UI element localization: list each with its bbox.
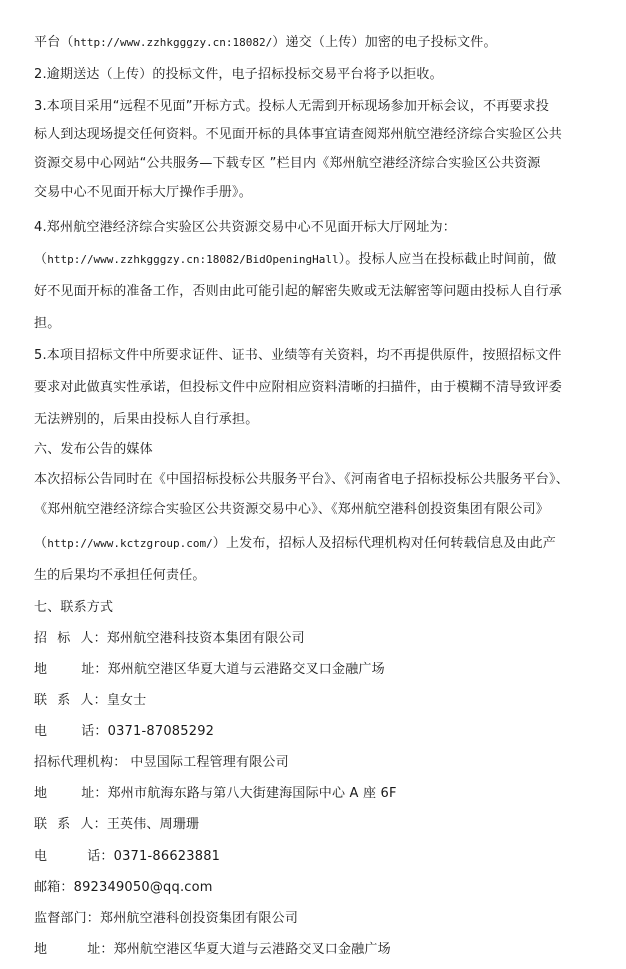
contact-phone-1: [34, 720, 214, 739]
contact-person-value: 王英伟、周珊珊: [106, 817, 200, 832]
label-char: 招: [34, 631, 48, 646]
section-heading-media: 六、发布公告的媒体: [34, 442, 153, 457]
contact-email: [34, 876, 213, 895]
label-char: 联: [34, 817, 48, 832]
text-fragment: ）。投标人应当在投标截止时间前，做: [338, 252, 557, 267]
label-char: 地: [34, 786, 48, 801]
label-char: 地: [34, 662, 48, 677]
supervisor-label: 监督部门：: [34, 911, 101, 926]
text-fragment: ）上发布，招标人及招标代理机构对任何转载信息及由此产: [212, 536, 556, 551]
label-char: 址：: [87, 942, 114, 957]
text-fragment: 平台（: [34, 35, 74, 50]
label-char: 址：: [81, 786, 108, 801]
label-char: 话：: [87, 849, 114, 864]
contact-address-1: [34, 658, 385, 677]
item-2: 2.逾期送达（上传）的投标文件，电子招标投标交易平台将予以拒收。: [34, 67, 443, 82]
label-char: 系: [57, 693, 71, 708]
section-heading-contacts: 七、联系方式: [34, 600, 114, 615]
address-value: 郑州航空港区华夏大道与云港路交叉口金融广场: [113, 942, 391, 957]
phone-value: 0371-86623881: [113, 849, 221, 864]
label-char: 人：: [80, 817, 107, 832]
address-value: 郑州航空港区华夏大道与云港路交叉口金融广场: [107, 662, 385, 677]
item-3-line-1: 3.本项目采用“远程不见面”开标方式。投标人无需到开标现场参加开标会议，不再要求投: [34, 99, 550, 114]
item-3-line-4: 交易中心不见面开标大厅操作手册》。: [34, 185, 252, 200]
group-website-url: http://www.kctzgroup.com/: [47, 537, 213, 550]
text-fragment: （: [34, 536, 48, 551]
contact-person-value: 皇女士: [106, 693, 147, 708]
email-label: 邮箱：: [34, 880, 74, 895]
label-char: 电: [34, 849, 48, 864]
contact-address-3: [34, 938, 391, 957]
agency-value: 中昱国际工程管理有限公司: [130, 755, 289, 770]
item-3-line-3: 资源交易中心网站“公共服务—下载专区 ”栏目内《郑州航空港经济综合实验区公共资源: [34, 156, 541, 171]
contact-tenderer: [34, 627, 305, 646]
label-char: 联: [34, 693, 48, 708]
label-char: 系: [57, 817, 71, 832]
label-char: 话：: [81, 724, 108, 739]
item-4-line-2: [34, 248, 557, 267]
label-char: 人：: [80, 693, 107, 708]
phone-value: 0371-87085292: [107, 724, 215, 739]
contact-person-2: [34, 813, 199, 832]
email-value: 892349050@qq.com: [73, 880, 213, 895]
item-5-line-3: 无法辨别的，后果由投标人自行承担。: [34, 412, 259, 427]
item-4-line-4: 担。: [34, 316, 61, 331]
address-value: 郑州市航海东路与第八大街建海国际中心 A 座 6F: [107, 786, 397, 801]
item-3-line-2: 标人到达现场提交任何资料。不见面开标的具体事宜请查阅郑州航空港经济综合实验区公共: [34, 127, 563, 142]
contact-address-2: [34, 782, 397, 801]
bid-opening-hall-url: http://www.zzhkgggzy.cn:18082/BidOpeningHall: [47, 253, 339, 266]
text-fragment: ）递交（上传）加密的电子投标文件。: [272, 35, 497, 50]
contact-agency: [34, 751, 289, 770]
agency-label: 招标代理机构：: [34, 755, 127, 770]
contact-phone-2: [34, 845, 220, 864]
item-5-line-2: 要求对此做真实性承诺，但投标文件中应附相应资料清晰的扫描件，由于模糊不清导致评委: [34, 380, 563, 395]
label-char: 标: [57, 631, 71, 646]
media-line-3: [34, 532, 556, 551]
label-char: 址：: [81, 662, 108, 677]
label-char: 电: [34, 724, 48, 739]
tenderer-name: 郑州航空港科技资本集团有限公司: [106, 631, 305, 646]
supervisor-value: 郑州航空港科创投资集团有限公司: [100, 911, 299, 926]
media-line-4: 生的后果均不承担任何责任。: [34, 568, 206, 583]
contact-supervisor: [34, 907, 298, 926]
item-4-line-3: 好不见面开标的准备工作，否则由此可能引起的解密失败或无法解密等问题由投标人自行承: [34, 284, 563, 299]
media-line-1: 本次招标公告同时在《中国招标投标公共服务平台》、《河南省电子招标投标公共服务平台》、: [34, 472, 569, 487]
label-char: 人：: [80, 631, 107, 646]
text-fragment: （: [34, 252, 48, 267]
contact-person-1: [34, 689, 146, 708]
item-4-line-1: 4.郑州航空港经济综合实验区公共资源交易中心不见面开标大厅网址为：: [34, 220, 457, 235]
media-line-2: 《郑州航空港经济综合实验区公共资源交易中心》、《郑州航空港科创投资集团有限公司》: [34, 502, 550, 517]
item-5-line-1: 5.本项目招标文件中所要求证件、证书、业绩等有关资料，均不再提供原件，按照招标文件: [34, 348, 562, 363]
platform-url: http://www.zzhkgggzy.cn:18082/: [73, 36, 273, 49]
paragraph-line: [34, 31, 497, 50]
label-char: 地: [34, 942, 48, 957]
